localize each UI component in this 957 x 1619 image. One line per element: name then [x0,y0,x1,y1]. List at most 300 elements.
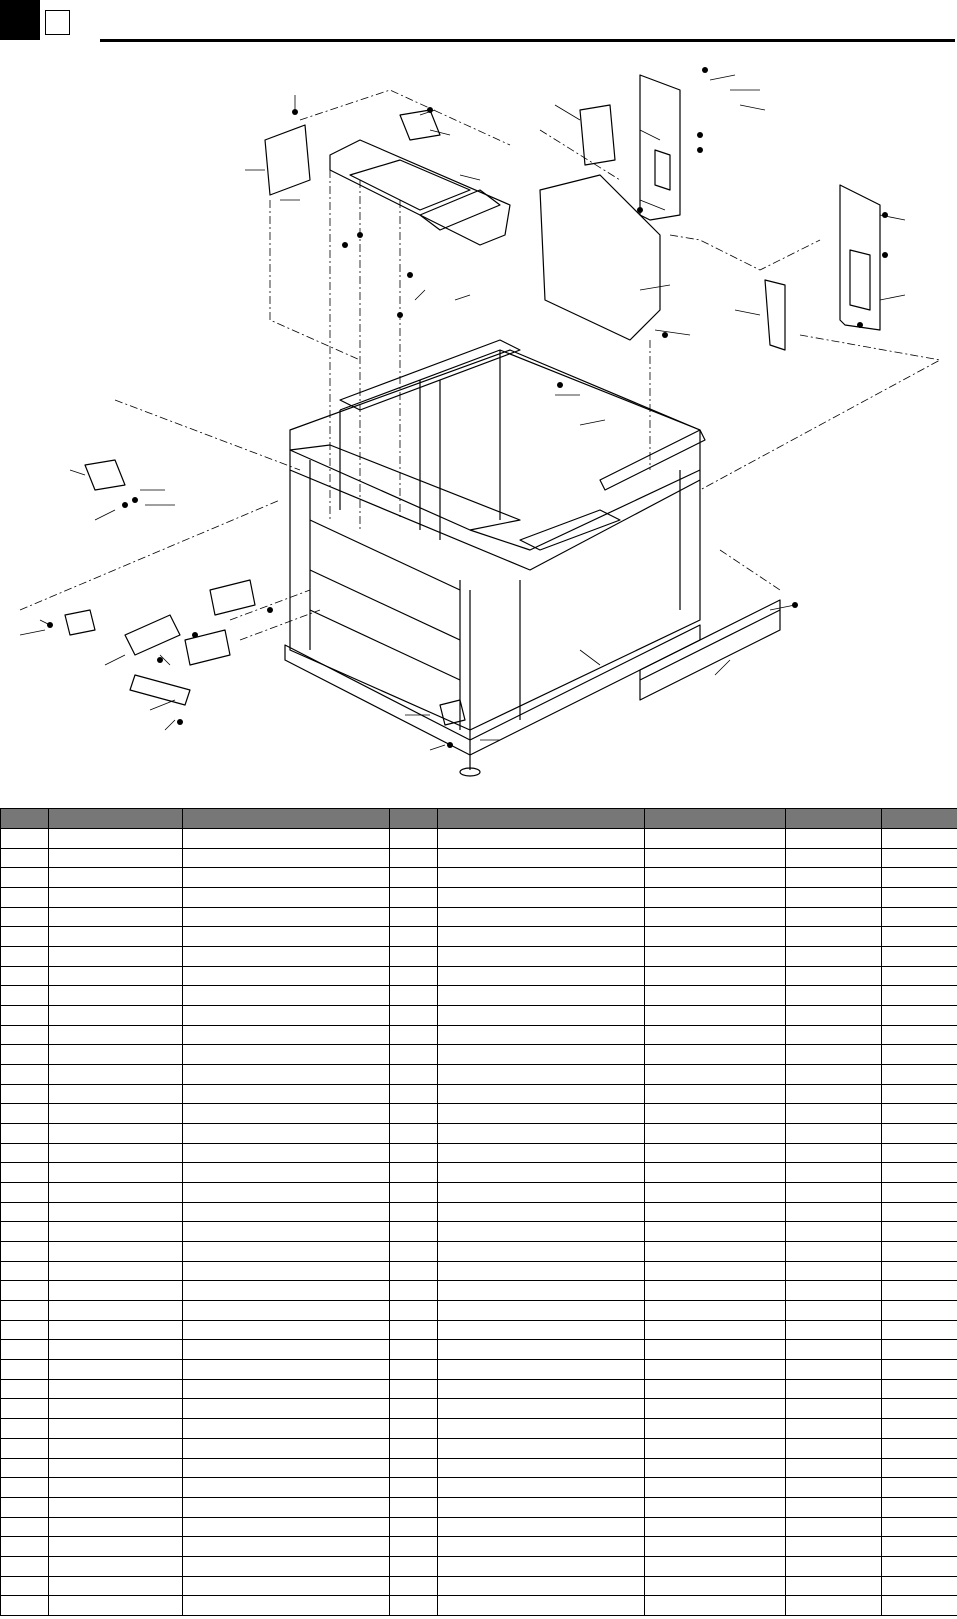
table-cell [183,1379,390,1399]
table-cell [390,1478,438,1498]
table-cell [786,1537,882,1557]
table-row [1,1143,957,1163]
table-cell [438,1537,645,1557]
table-row [1,1596,957,1616]
table-row [1,966,957,986]
table-cell [1,1183,49,1203]
table-cell [1,1399,49,1419]
table-cell [438,1478,645,1498]
table-cell [1,1419,49,1439]
table-row [1,1379,957,1399]
table-cell [438,829,645,849]
table-cell [183,1320,390,1340]
table-cell [882,947,957,967]
table-cell [390,868,438,888]
table-cell [882,1163,957,1183]
table-cell [786,888,882,908]
table-row [1,1104,957,1124]
table-cell [49,1419,183,1439]
header-cell [645,809,786,829]
table-cell [49,1006,183,1026]
table-cell [645,927,786,947]
table-cell [438,1360,645,1380]
table-cell [49,888,183,908]
table-cell [49,1104,183,1124]
table-cell [183,1458,390,1478]
table-row [1,927,957,947]
table-row [1,1281,957,1301]
table-cell [1,1025,49,1045]
table-cell [1,888,49,908]
table-cell [1,1124,49,1144]
table-cell [438,868,645,888]
table-cell [49,1340,183,1360]
table-cell [438,1517,645,1537]
table-cell [645,1478,786,1498]
table-cell [645,868,786,888]
table-cell [438,1596,645,1616]
table-row [1,1065,957,1085]
table-row [1,1360,957,1380]
table-cell [1,1478,49,1498]
table-cell [786,907,882,927]
table-cell [49,1124,183,1144]
table-cell [786,1399,882,1419]
table-cell [390,1143,438,1163]
table-cell [49,868,183,888]
table-cell [1,947,49,967]
table-cell [786,1065,882,1085]
table-cell [183,1340,390,1360]
header-cell [49,809,183,829]
table-cell [786,1497,882,1517]
table-cell [1,1261,49,1281]
table-row [1,1340,957,1360]
table-cell [438,1143,645,1163]
left-brackets [65,460,255,705]
table-cell [390,1163,438,1183]
table-cell [438,1084,645,1104]
table-cell [1,986,49,1006]
table-cell [882,1478,957,1498]
table-cell [438,848,645,868]
table-cell [390,1517,438,1537]
table-cell [183,1084,390,1104]
header-cell [183,809,390,829]
table-row [1,1006,957,1026]
table-cell [390,1301,438,1321]
table-cell [49,1143,183,1163]
table-row [1,1025,957,1045]
table-cell [882,1458,957,1478]
table-cell [438,1222,645,1242]
table-cell [438,1163,645,1183]
table-cell [183,1281,390,1301]
table-cell [645,888,786,908]
table-cell [390,986,438,1006]
table-cell [645,1360,786,1380]
table-row [1,1301,957,1321]
table-cell [390,927,438,947]
table-row [1,1458,957,1478]
table-cell [183,1104,390,1124]
table-cell [438,1242,645,1262]
header-cell [786,809,882,829]
table-cell [49,907,183,927]
table-cell [645,848,786,868]
table-cell [438,1045,645,1065]
table-cell [438,1281,645,1301]
table-row [1,848,957,868]
table-cell [390,1222,438,1242]
table-cell [786,1242,882,1262]
table-cell [49,1084,183,1104]
table-row [1,1084,957,1104]
table-cell [390,1261,438,1281]
table-cell [390,1124,438,1144]
table-cell [183,1517,390,1537]
table-cell [49,1556,183,1576]
table-cell [645,1065,786,1085]
table-cell [183,848,390,868]
table-cell [882,1596,957,1616]
table-cell [1,1517,49,1537]
table-cell [390,1281,438,1301]
table-cell [438,1183,645,1203]
table-cell [786,1183,882,1203]
table-cell [49,1458,183,1478]
rear-panel [540,105,660,340]
table-cell [645,1242,786,1262]
table-cell [49,1438,183,1458]
table-cell [645,947,786,967]
table-cell [49,1281,183,1301]
table-cell [390,1104,438,1124]
table-cell [786,1163,882,1183]
table-cell [786,1576,882,1596]
table-cell [786,1517,882,1537]
table-cell [438,1556,645,1576]
fasteners [47,67,888,748]
table-cell [786,947,882,967]
table-cell [438,1320,645,1340]
table-cell [183,829,390,849]
table-cell [645,1261,786,1281]
table-cell [438,986,645,1006]
table-cell [438,888,645,908]
bottom-rear-rail [640,600,780,700]
table-row [1,947,957,967]
table-row [1,1124,957,1144]
table-cell [390,1537,438,1557]
table-cell [786,927,882,947]
table-row [1,1163,957,1183]
table-cell [786,1478,882,1498]
table-cell [645,1576,786,1596]
table-cell [183,947,390,967]
table-cell [390,1242,438,1262]
table-cell [183,1399,390,1419]
callout-leaders [20,75,905,750]
table-cell [1,1065,49,1085]
table-cell [438,966,645,986]
table-cell [786,986,882,1006]
table-cell [1,1497,49,1517]
table-cell [390,888,438,908]
table-cell [645,1202,786,1222]
table-cell [645,1340,786,1360]
table-cell [645,907,786,927]
table-row [1,1419,957,1439]
table-cell [786,1340,882,1360]
header-cell [882,809,957,829]
table-cell [645,1281,786,1301]
table-cell [645,1183,786,1203]
table-cell [645,1301,786,1321]
table-cell [786,829,882,849]
table-cell [882,907,957,927]
table-cell [49,1517,183,1537]
table-cell [1,966,49,986]
table-cell [1,1301,49,1321]
table-cell [645,1556,786,1576]
table-cell [882,1261,957,1281]
table-cell [786,1084,882,1104]
table-cell [645,829,786,849]
table-cell [882,1104,957,1124]
table-cell [882,829,957,849]
exploded-assembly-diagram [0,50,957,805]
table-cell [183,1065,390,1085]
table-cell [390,1596,438,1616]
table-cell [1,927,49,947]
table-cell [645,1379,786,1399]
table-cell [49,1163,183,1183]
table-cell [882,1419,957,1439]
table-cell [1,1084,49,1104]
table-cell [786,1202,882,1222]
table-cell [786,1124,882,1144]
table-cell [390,1025,438,1045]
header-cell [390,809,438,829]
table-cell [882,1576,957,1596]
table-cell [183,966,390,986]
table-cell [1,829,49,849]
table-cell [183,1556,390,1576]
table-cell [645,1320,786,1340]
table-cell [882,1517,957,1537]
table-cell [49,986,183,1006]
table-cell [183,927,390,947]
header-rule [100,39,955,42]
table-cell [49,1183,183,1203]
table-cell [1,1340,49,1360]
table-cell [438,1261,645,1281]
table-cell [183,907,390,927]
table-cell [882,1379,957,1399]
table-cell [645,1104,786,1124]
section-index-box [45,10,70,35]
table-row [1,907,957,927]
table-cell [183,986,390,1006]
table-cell [49,1537,183,1557]
table-cell [390,829,438,849]
table-cell [438,1065,645,1085]
cabinet-frame [285,340,705,755]
table-cell [438,1458,645,1478]
table-cell [49,1065,183,1085]
table-cell [786,966,882,986]
table-cell [183,1478,390,1498]
table-cell [882,848,957,868]
table-cell [438,1202,645,1222]
table-cell [645,1458,786,1478]
table-cell [786,1143,882,1163]
table-cell [645,986,786,1006]
table-row [1,1556,957,1576]
table-cell [882,1242,957,1262]
table-row [1,868,957,888]
table-row [1,1320,957,1340]
header-cell [438,809,645,829]
upper-right-plate [640,75,680,220]
table-cell [49,1497,183,1517]
table-cell [438,947,645,967]
table-cell [183,1143,390,1163]
table-row [1,1399,957,1419]
table-cell [882,1143,957,1163]
table-cell [1,848,49,868]
table-cell [786,1045,882,1065]
table-cell [438,1379,645,1399]
table-row [1,1045,957,1065]
table-cell [438,1104,645,1124]
table-cell [390,1065,438,1085]
table-cell [438,1340,645,1360]
table-cell [882,1301,957,1321]
table-cell [645,1025,786,1045]
table-cell [645,1497,786,1517]
table-cell [49,1045,183,1065]
header-cell [1,809,49,829]
table-cell [882,868,957,888]
table-cell [183,1222,390,1242]
table-cell [390,907,438,927]
table-cell [645,1143,786,1163]
table-cell [645,1006,786,1026]
table-cell [438,1124,645,1144]
exploded-view-drawing [0,50,957,805]
table-cell [1,1379,49,1399]
table-cell [882,1340,957,1360]
table-cell [390,1399,438,1419]
table-cell [390,1340,438,1360]
table-cell [438,1025,645,1045]
table-cell [882,1537,957,1557]
table-cell [1,1320,49,1340]
table-cell [183,868,390,888]
table-cell [1,1104,49,1124]
table-cell [390,947,438,967]
table-cell [438,1006,645,1026]
left-side-panel [265,125,310,195]
table-cell [1,1576,49,1596]
table-cell [49,1222,183,1242]
table-cell [882,1183,957,1203]
table-cell [438,1576,645,1596]
table-cell [786,1596,882,1616]
section-tab-marker [0,0,40,40]
table-cell [49,1596,183,1616]
table-cell [882,1360,957,1380]
table-cell [49,1242,183,1262]
table-cell [390,1458,438,1478]
table-cell [1,1222,49,1242]
table-cell [390,1006,438,1026]
table-cell [882,1025,957,1045]
table-cell [882,986,957,1006]
table-cell [390,966,438,986]
table-cell [438,1399,645,1419]
table-cell [786,1301,882,1321]
table-cell [390,1045,438,1065]
table-cell [786,1222,882,1242]
table-cell [183,1242,390,1262]
table-cell [645,1084,786,1104]
table-cell [882,1124,957,1144]
table-cell [183,1301,390,1321]
table-cell [882,927,957,947]
table-cell [183,1497,390,1517]
table-cell [882,1045,957,1065]
table-header-row [1,809,957,829]
table-cell [49,1399,183,1419]
table-cell [183,1006,390,1026]
table-cell [882,1065,957,1085]
table-row [1,1517,957,1537]
table-cell [183,1438,390,1458]
table-cell [438,907,645,927]
table-row [1,1576,957,1596]
table-cell [1,1281,49,1301]
table-cell [645,966,786,986]
table-cell [49,1202,183,1222]
table-cell [1,1596,49,1616]
table-row [1,1222,957,1242]
table-cell [49,1360,183,1380]
table-cell [882,1084,957,1104]
table-cell [438,1419,645,1439]
table-cell [1,1438,49,1458]
table-cell [882,1556,957,1576]
table-cell [390,1576,438,1596]
table-cell [1,1537,49,1557]
table-cell [1,1143,49,1163]
table-cell [183,1183,390,1203]
table-cell [49,1025,183,1045]
table-cell [390,1379,438,1399]
table-cell [438,927,645,947]
table-cell [645,1163,786,1183]
table-cell [645,1124,786,1144]
table-row [1,1478,957,1498]
table-row [1,888,957,908]
table-cell [49,1261,183,1281]
table-cell [786,1360,882,1380]
table-cell [786,1025,882,1045]
table-row [1,1242,957,1262]
table-cell [1,1360,49,1380]
